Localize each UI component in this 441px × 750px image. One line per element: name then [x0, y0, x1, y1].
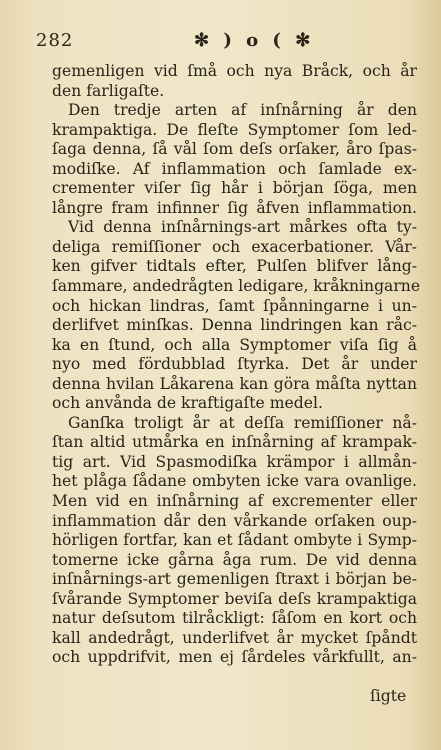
- text-line: denna hvilan Låkarena kan göra måſta nyttan: [52, 374, 417, 393]
- text-line: ſaga denna, ſå vål ſom deſs orſaker, åro ſpas-: [52, 140, 417, 159]
- text-line: modiſke. Af inflammation och ſamlade ex-: [52, 159, 417, 178]
- text-line: krampaktiga. De fleſte Symptomer ſom led-: [52, 120, 417, 139]
- header-ornament: ✻ ) o ( ✻: [194, 30, 315, 51]
- text-line: derlifvet minſkas. Denna lindringen kan råc-: [52, 316, 417, 335]
- page-number: 282: [36, 30, 74, 51]
- text-line: tig art. Vid Spasmodiſka krämpor i allmån-: [52, 452, 417, 471]
- text-line: natur deſsutom tilråckligt: ſåſom en kort och: [52, 609, 417, 628]
- text-line: ſvårande Symptomer beviſa deſs krampaktiga: [52, 589, 417, 608]
- text-line: het plåga ſådane ombyten icke vara ovanlige.: [52, 472, 417, 491]
- text-line: och hickan lindras, ſamt ſpånningarne i un-: [52, 296, 417, 315]
- page-header: [36, 30, 416, 56]
- text-line: gemenligen vid ſmå och nya Bråck, och år: [52, 62, 417, 80]
- body-text: [52, 62, 421, 668]
- text-line: Den tredje arten af inſnårning år den: [68, 101, 417, 120]
- text-line: nyo med fördubblad ſtyrka. Det år under: [52, 355, 417, 374]
- text-line: tomerne icke gårna åga rum. De vid denna: [52, 550, 417, 569]
- text-line: och uppdrifvit, men ej ſårdeles vårkfullt, an-: [52, 648, 417, 667]
- text-line: Vid denna inſnårnings-art mårkes ofta ty-: [68, 218, 417, 237]
- catchword: ſigte: [370, 687, 407, 705]
- text-line: den farligaſte.: [52, 81, 165, 100]
- text-line: ſtan altid utmårka en inſnårning af krampak-: [52, 433, 417, 452]
- text-line: Men vid en inſnårning af excrementer eller: [52, 492, 417, 511]
- text-line: ſammare, andedrågten ledigare, kråkningarne: [52, 277, 421, 296]
- text-line: deliga remiſſioner och exacerbationer. Vår-: [52, 237, 417, 256]
- text-line: Ganſka troligt år at deſſa remiſſioner nå-: [68, 413, 417, 432]
- text-line: ka en ſtund, och alla Symptomer viſa ſig å: [52, 335, 417, 354]
- text-line: inflammation dår den vårkande orſaken oup-: [52, 511, 417, 530]
- text-line: hörligen fortfar, kan et ſådant ombyte i Symp-: [52, 531, 417, 550]
- text-line: kall andedrågt, underlifvet år mycket ſpåndt: [52, 628, 417, 647]
- text-line: ken gifver tidtals efter, Pulſen blifver lång-: [52, 257, 417, 276]
- text-line: crementer viſer ſig hår i början ſöga, men: [52, 179, 417, 198]
- text-line: långre fram infinner ſig åfven inflammation.: [52, 198, 417, 217]
- text-line: och anvånda de kraftigaſte medel.: [52, 394, 323, 413]
- text-line: inſnårnings-art gemenligen ſtraxt i början be-: [52, 570, 417, 589]
